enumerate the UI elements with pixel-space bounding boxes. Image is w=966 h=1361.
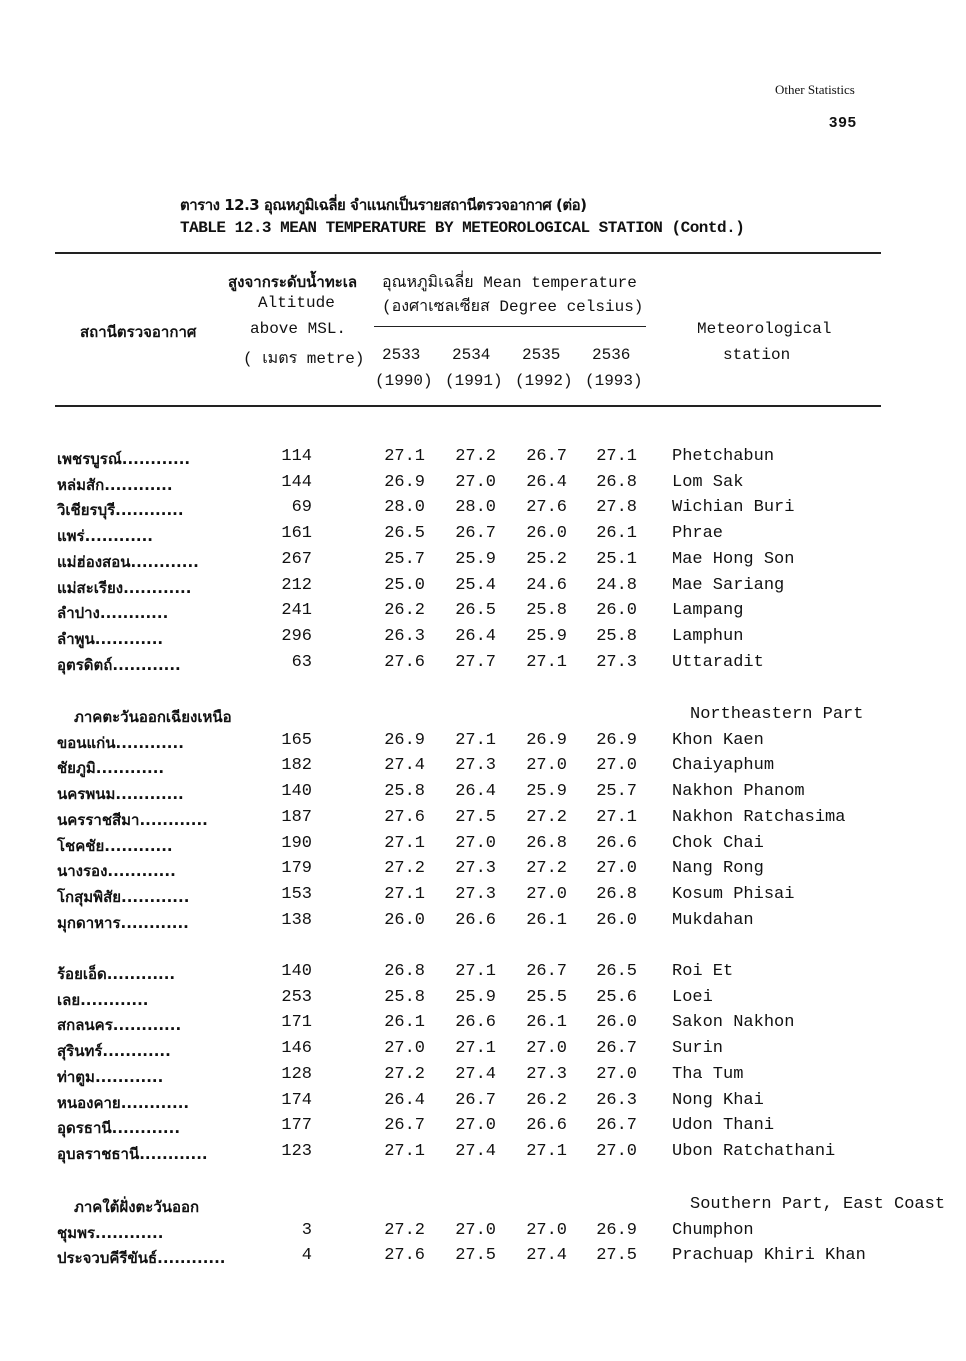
station-name-thai: อุดรธานี............ bbox=[57, 1119, 181, 1138]
temperature-value: 26.8 bbox=[384, 962, 425, 981]
station-name-thai: แม่สะเรียง............ bbox=[57, 578, 192, 597]
table-header-rule bbox=[55, 405, 881, 407]
group-heading-thai: ภาคตะวันออกเฉียงเหนือ bbox=[74, 708, 232, 726]
temperature-value: 27.3 bbox=[455, 884, 496, 904]
temperature-value: 27.3 bbox=[596, 652, 637, 672]
col-header-year-2534: 2534 bbox=[452, 346, 491, 364]
station-name-thai: โชคชัย............ bbox=[57, 836, 173, 855]
temperature-value: 27.1 bbox=[384, 833, 425, 853]
temperature-value: 26.7 bbox=[526, 447, 567, 466]
station-name-thai: หล่มสัก............ bbox=[57, 475, 173, 494]
col-header-mean-temperature: อุณหภูมิเฉลี่ย Mean temperature bbox=[382, 274, 637, 292]
temperature-value: 24.6 bbox=[526, 575, 567, 595]
temperature-value: 28.0 bbox=[455, 498, 496, 518]
temperature-value: 25.8 bbox=[596, 626, 637, 646]
temperature-value: 26.1 bbox=[384, 1013, 425, 1033]
temperature-value: 26.2 bbox=[526, 1090, 567, 1110]
col-header-degree-celsius: (องศาเซลเซียส Degree celsius) bbox=[382, 298, 644, 316]
temperature-value: 25.1 bbox=[596, 549, 637, 569]
temperature-value: 27.1 bbox=[596, 447, 637, 466]
altitude-value: 267 bbox=[281, 549, 312, 569]
temperature-value: 26.0 bbox=[596, 910, 637, 930]
altitude-value: 177 bbox=[281, 1116, 312, 1136]
temperature-value: 25.5 bbox=[526, 987, 567, 1007]
station-name-thai: อุบลราชธานี............ bbox=[57, 1144, 208, 1163]
temperature-value: 26.9 bbox=[384, 730, 425, 750]
temperature-value: 27.3 bbox=[455, 756, 496, 776]
station-name-thai: ท่าตูม............ bbox=[57, 1067, 164, 1086]
temperature-value: 25.8 bbox=[384, 987, 425, 1007]
temperature-value: 27.6 bbox=[384, 807, 425, 827]
table-title-thai: ตาราง 12.3 อุณหภูมิเฉลี่ย จำแนกเป็นรายสถานีตรวจอากาศ (ต่อ) bbox=[180, 196, 587, 214]
temperature-value: 26.0 bbox=[526, 524, 567, 544]
temperature-value: 24.8 bbox=[596, 575, 637, 595]
temperature-value: 26.4 bbox=[384, 1090, 425, 1110]
temperature-value: 27.0 bbox=[596, 1064, 637, 1084]
altitude-value: 146 bbox=[281, 1039, 312, 1059]
station-name-english: Mae Hong Son bbox=[672, 549, 795, 569]
temperature-value: 27.0 bbox=[384, 1039, 425, 1059]
section-header: Other Statistics bbox=[775, 82, 855, 97]
temperature-value: 27.2 bbox=[526, 859, 567, 879]
temperature-value: 26.6 bbox=[596, 833, 637, 853]
temperature-value: 26.4 bbox=[526, 472, 567, 492]
temperature-value: 27.1 bbox=[526, 652, 567, 672]
temperature-value: 27.4 bbox=[526, 1246, 567, 1266]
altitude-value: 140 bbox=[281, 782, 312, 802]
station-name-english: Lampang bbox=[672, 601, 744, 621]
station-name-english: Phrae bbox=[672, 524, 724, 544]
altitude-value: 171 bbox=[281, 1013, 312, 1033]
station-name-english: Loei bbox=[672, 987, 713, 1007]
station-name-thai: แม่ฮ่องสอน............ bbox=[57, 552, 199, 571]
station-name-thai: แพร่............ bbox=[57, 527, 153, 546]
temperature-value: 25.8 bbox=[526, 601, 567, 621]
station-name-thai: สุรินทร์............ bbox=[57, 1042, 171, 1061]
temperature-value: 26.1 bbox=[526, 1013, 567, 1033]
temperature-value: 28.0 bbox=[384, 498, 425, 518]
altitude-value: 182 bbox=[281, 756, 312, 776]
temperature-value: 27.1 bbox=[384, 447, 425, 466]
temperature-value: 26.0 bbox=[384, 910, 425, 930]
temperature-value: 27.0 bbox=[526, 1039, 567, 1059]
temp-header-rule bbox=[374, 326, 646, 327]
altitude-value: 187 bbox=[281, 807, 312, 827]
station-name-thai: นครราชสีมา............ bbox=[57, 810, 208, 829]
temperature-value: 27.5 bbox=[596, 1246, 637, 1266]
temperature-value: 27.0 bbox=[526, 884, 567, 904]
temperature-value: 27.5 bbox=[455, 807, 496, 827]
station-name-english: Khon Kaen bbox=[672, 730, 764, 750]
station-name-english: Kosum Phisai bbox=[672, 884, 795, 904]
altitude-value: 140 bbox=[281, 962, 312, 981]
station-name-thai: นครพนม............ bbox=[57, 785, 184, 804]
temperature-value: 27.2 bbox=[384, 859, 425, 879]
temperature-value: 25.6 bbox=[596, 987, 637, 1007]
col-header-year-2536: 2536 bbox=[592, 346, 631, 364]
station-name-english: Udon Thani bbox=[672, 1116, 775, 1136]
temperature-value: 27.6 bbox=[526, 498, 567, 518]
station-name-thai: มุกดาหาร............ bbox=[57, 913, 189, 932]
temperature-value: 27.8 bbox=[596, 498, 637, 518]
temperature-value: 27.6 bbox=[384, 1246, 425, 1266]
temperature-value: 26.7 bbox=[596, 1116, 637, 1136]
altitude-value: 63 bbox=[291, 652, 312, 672]
station-name-english: Lamphun bbox=[672, 626, 744, 646]
temperature-value: 27.2 bbox=[384, 1220, 425, 1240]
temperature-value: 27.0 bbox=[596, 1141, 637, 1161]
station-name-english: Nakhon Ratchasima bbox=[672, 807, 846, 827]
station-name-thai: หนองคาย............ bbox=[57, 1093, 190, 1112]
station-name-thai: ร้อยเอ็ด............ bbox=[57, 965, 176, 983]
temperature-value: 26.8 bbox=[526, 833, 567, 853]
temperature-value: 27.0 bbox=[455, 1116, 496, 1136]
temperature-value: 27.4 bbox=[455, 1141, 496, 1161]
temperature-value: 27.6 bbox=[384, 652, 425, 672]
station-name-english: Chaiyaphum bbox=[672, 756, 775, 776]
temperature-value: 26.9 bbox=[384, 472, 425, 492]
station-name-english: Roi Et bbox=[672, 962, 734, 981]
temperature-value: 27.4 bbox=[384, 756, 425, 776]
altitude-value: 212 bbox=[281, 575, 312, 595]
station-name-english: Uttaradit bbox=[672, 652, 764, 672]
altitude-value: 174 bbox=[281, 1090, 312, 1110]
station-name-english: Lom Sak bbox=[672, 472, 744, 492]
altitude-value: 3 bbox=[301, 1220, 312, 1240]
group-heading-thai: ภาคใต้ฝั่งตะวันออก bbox=[74, 1198, 200, 1216]
page-number: 395 bbox=[829, 114, 858, 131]
altitude-value: 138 bbox=[281, 910, 312, 930]
altitude-value: 190 bbox=[281, 833, 312, 853]
station-name-english: Mae Sariang bbox=[672, 575, 785, 595]
temperature-value: 26.0 bbox=[596, 1013, 637, 1033]
table-top-rule bbox=[55, 252, 881, 254]
station-name-english: Chumphon bbox=[672, 1220, 754, 1240]
station-name-thai: ลำพูน............ bbox=[57, 629, 164, 648]
temperature-value: 27.1 bbox=[384, 884, 425, 904]
temperature-value: 25.7 bbox=[596, 782, 637, 802]
station-name-thai: สกลนคร............ bbox=[57, 1016, 182, 1035]
temperature-value: 27.5 bbox=[455, 1246, 496, 1266]
temperature-value: 26.4 bbox=[455, 782, 496, 802]
station-name-english: Surin bbox=[672, 1039, 724, 1059]
col-header-year-2533: 2533 bbox=[382, 346, 421, 364]
altitude-value: 128 bbox=[281, 1064, 312, 1084]
temperature-value: 26.5 bbox=[596, 962, 637, 981]
temperature-value: 27.1 bbox=[384, 1141, 425, 1161]
temperature-value: 27.0 bbox=[455, 1220, 496, 1240]
temperature-value: 26.7 bbox=[596, 1039, 637, 1059]
station-name-thai: เลย............ bbox=[57, 990, 149, 1009]
station-name-english: Sakon Nakhon bbox=[672, 1013, 795, 1033]
temperature-value: 27.0 bbox=[596, 859, 637, 879]
temperature-value: 25.9 bbox=[526, 626, 567, 646]
altitude-value: 296 bbox=[281, 626, 312, 646]
col-header-altitude-thai: สูงจากระดับน้ำทะเล bbox=[228, 273, 358, 291]
temperature-value: 25.7 bbox=[384, 549, 425, 569]
temperature-value: 26.5 bbox=[455, 601, 496, 621]
altitude-value: 114 bbox=[281, 447, 312, 466]
temperature-value: 27.1 bbox=[596, 807, 637, 827]
temperature-value: 26.9 bbox=[596, 730, 637, 750]
temperature-value: 26.1 bbox=[526, 910, 567, 930]
station-name-english: Chok Chai bbox=[672, 833, 764, 853]
temperature-value: 26.5 bbox=[384, 524, 425, 544]
station-name-english: Phetchabun bbox=[672, 447, 775, 466]
temperature-value: 27.3 bbox=[526, 1064, 567, 1084]
table-title-english: TABLE 12.3 MEAN TEMPERATURE BY METEOROLOGICAL STATION (Contd.) bbox=[180, 219, 745, 237]
temperature-value: 26.7 bbox=[455, 524, 496, 544]
temperature-value: 27.0 bbox=[455, 472, 496, 492]
station-name-thai: โกสุมพิสัย............ bbox=[57, 887, 190, 906]
station-name-english: Tha Tum bbox=[672, 1064, 744, 1084]
temperature-value: 25.0 bbox=[384, 575, 425, 595]
temperature-value: 25.8 bbox=[384, 782, 425, 802]
temperature-value: 26.3 bbox=[596, 1090, 637, 1110]
station-name-english: Wichian Buri bbox=[672, 498, 795, 518]
temperature-value: 26.6 bbox=[455, 910, 496, 930]
temperature-value: 26.8 bbox=[596, 472, 637, 492]
temperature-value: 25.2 bbox=[526, 549, 567, 569]
temperature-value: 27.0 bbox=[596, 756, 637, 776]
temperature-value: 27.1 bbox=[526, 1141, 567, 1161]
temperature-value: 27.1 bbox=[455, 962, 496, 981]
temperature-value: 26.7 bbox=[384, 1116, 425, 1136]
station-name-thai: วิเชียรบุรี............ bbox=[57, 501, 184, 520]
temperature-value: 27.2 bbox=[526, 807, 567, 827]
temperature-value: 26.6 bbox=[455, 1013, 496, 1033]
col-header-altitude-unit: ( เมตร metre) bbox=[243, 350, 365, 368]
temperature-value: 27.1 bbox=[455, 1039, 496, 1059]
col-header-year-2535: 2535 bbox=[522, 346, 561, 364]
temperature-value: 26.0 bbox=[596, 601, 637, 621]
temperature-value: 25.9 bbox=[526, 782, 567, 802]
col-header-year-1993: (1993) bbox=[585, 372, 643, 390]
temperature-value: 27.7 bbox=[455, 652, 496, 672]
temperature-value: 26.9 bbox=[596, 1220, 637, 1240]
temperature-value: 27.0 bbox=[526, 756, 567, 776]
group-heading-english: Southern Part, East Coast bbox=[690, 1195, 946, 1214]
altitude-value: 165 bbox=[281, 730, 312, 750]
altitude-value: 179 bbox=[281, 859, 312, 879]
station-name-english: Mukdahan bbox=[672, 910, 754, 930]
station-name-english: Nong Khai bbox=[672, 1090, 764, 1110]
temperature-value: 26.6 bbox=[526, 1116, 567, 1136]
col-header-altitude: Altitude bbox=[258, 294, 335, 312]
temperature-value: 27.2 bbox=[455, 447, 496, 466]
altitude-value: 69 bbox=[291, 498, 312, 518]
altitude-value: 161 bbox=[281, 524, 312, 544]
col-header-year-1991: (1991) bbox=[445, 372, 503, 390]
temperature-value: 27.2 bbox=[384, 1064, 425, 1084]
temperature-value: 26.7 bbox=[455, 1090, 496, 1110]
temperature-value: 27.4 bbox=[455, 1064, 496, 1084]
station-name-thai: ขอนแก่น............ bbox=[57, 733, 184, 752]
temperature-value: 26.3 bbox=[384, 626, 425, 646]
altitude-value: 253 bbox=[281, 987, 312, 1007]
station-name-thai: เพชรบูรณ์............ bbox=[57, 450, 191, 468]
temperature-value: 27.1 bbox=[455, 730, 496, 750]
temperature-value: 27.0 bbox=[455, 833, 496, 853]
station-name-english: Prachuap Khiri Khan bbox=[672, 1246, 866, 1266]
col-header-meteorological: Meteorological bbox=[697, 320, 832, 338]
temperature-value: 25.9 bbox=[455, 987, 496, 1007]
station-name-thai: ชัยภูมิ............ bbox=[57, 759, 165, 778]
station-name-thai: ประจวบคีรีขันธ์............ bbox=[57, 1249, 226, 1268]
temperature-value: 26.1 bbox=[596, 524, 637, 544]
station-name-english: Nang Rong bbox=[672, 859, 764, 879]
col-header-station-thai: สถานีตรวจอากาศ bbox=[80, 323, 197, 341]
station-name-english: Nakhon Phanom bbox=[672, 782, 805, 802]
group-heading-english: Northeastern Part bbox=[690, 705, 864, 724]
col-header-year-1990: (1990) bbox=[375, 372, 433, 390]
altitude-value: 4 bbox=[301, 1246, 312, 1266]
col-header-year-1992: (1992) bbox=[515, 372, 573, 390]
altitude-value: 144 bbox=[281, 472, 312, 492]
station-name-english: Ubon Ratchathani bbox=[672, 1141, 836, 1161]
temperature-value: 25.9 bbox=[455, 549, 496, 569]
station-name-thai: ลำปาง............ bbox=[57, 604, 169, 623]
altitude-value: 241 bbox=[281, 601, 312, 621]
temperature-value: 26.2 bbox=[384, 601, 425, 621]
col-header-station: station bbox=[723, 346, 791, 364]
col-header-above-msl: above MSL. bbox=[250, 320, 347, 338]
temperature-value: 26.9 bbox=[526, 730, 567, 750]
station-name-thai: อุตรดิตถ์............ bbox=[57, 655, 181, 674]
temperature-value: 27.0 bbox=[526, 1220, 567, 1240]
altitude-value: 153 bbox=[281, 884, 312, 904]
temperature-value: 26.4 bbox=[455, 626, 496, 646]
temperature-value: 25.4 bbox=[455, 575, 496, 595]
temperature-value: 26.8 bbox=[596, 884, 637, 904]
altitude-value: 123 bbox=[281, 1141, 312, 1161]
temperature-value: 26.7 bbox=[526, 962, 567, 981]
station-name-thai: ชุมพร............ bbox=[57, 1223, 164, 1242]
temperature-value: 27.3 bbox=[455, 859, 496, 879]
station-name-thai: นางรอง............ bbox=[57, 862, 176, 881]
